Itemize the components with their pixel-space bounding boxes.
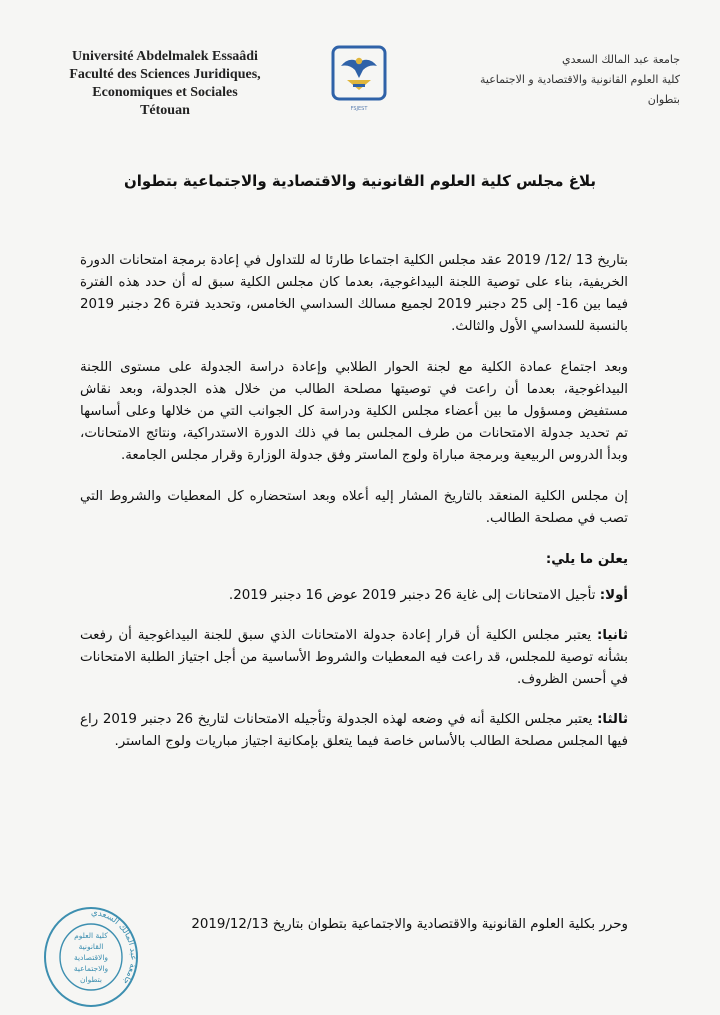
header-fr-line: Faculté des Sciences Juridiques, (69, 67, 261, 82)
point-text: يعتبر مجلس الكلية أن قرار إعادة جدولة الامتحانات الذي سبق للجنة البيداغوجية أن رفعت بشأنه توصية للمجلس، قد راعت فيه المعطيات والشروط الأساسية من أجل اجتياز الطلبة الامتحانات في أحسن الظروف. (80, 628, 628, 687)
stamp-line: بتطوان (80, 975, 102, 984)
announcement-heading: يعلن ما يلي: (545, 552, 628, 567)
stamp-line: والاجتماعية (73, 964, 109, 973)
header-fr-line: Economiques et Sociales (92, 85, 238, 100)
institution-header-fr (40, 48, 290, 120)
closing-line: وحرر بكلية العلوم القانونية والاقتصادية والاجتماعية بتطوان بتاريخ 2019/12/13 (191, 917, 628, 932)
header-ar-line: بتطوان (647, 93, 680, 106)
point-label: ثالثا: (597, 712, 628, 727)
body-paragraph: إن مجلس الكلية المنعقد بالتاريخ المشار إليه أعلاه وبعد استحضاره كل المعطيات والشروط التي تصب في مصلحة الطالب. (80, 489, 628, 526)
decision-point (80, 625, 628, 691)
stamp-ring-text: جامعة عبد المالك السعدي (90, 907, 138, 987)
point-text: يعتبر مجلس الكلية أنه في وضعه لهذه الجدولة وتأجيله الامتحانات لتاريخ 26 دجنبر 2019 راع فيها المجلس مصلحة الطالب بالأساس خاصة فيما يتعلق بإمكانية اجتياز مباريات ولوج الماستر. (80, 712, 628, 749)
point-text: تأجيل الامتحانات إلى غاية 26 دجنبر 2019 عوض 16 دجنبر 2019. (228, 588, 596, 603)
body-paragraph: بتاريخ 13 /12/ 2019 عقد مجلس الكلية اجتماعا طارئا له للتداول في إعادة برمجة امتحانات الدورة الخريفية، بناء على توصية اللجنة البيداغوجية، بعدما كان مجلس الكلية سبق له أن حدد هذه الفترة فيما بين 16- إلى 25 دجنبر 2019 لجميع مسالك السداسي الخامس، وتحديد فترة 26 دجنبر 2019 بالنسبة للسداسي الأول والثالث. (80, 253, 628, 334)
header-ar-line: كلية العلوم القانونية والاقتصادية و الاجتماعية (480, 73, 680, 86)
document-body (80, 250, 628, 771)
decision-point (80, 709, 628, 753)
institution-header-ar (450, 50, 680, 110)
faculty-logo (327, 44, 391, 118)
stamp-line: والاقتصادية (73, 953, 109, 962)
header-ar-line: جامعة عبد المالك السعدي (561, 53, 680, 66)
point-label: أولا: (599, 588, 628, 603)
faculty-logo-icon (327, 44, 391, 104)
header-fr-line: Université Abdelmalek Essaâdi (72, 49, 258, 64)
body-paragraph: وبعد اجتماع عمادة الكلية مع لجنة الحوار الطلابي وإعادة دراسة الجدولة على مستوى اللجنة البيداغوجية، بعدما أن راعت في توصيتها مصلحة الطالب من خلال هذه الجدولة، وبعد نقاش مستفيض ومسؤول ما بين أعضاء مجلس الكلية ودراسة كل الجوانب التي من خلالها وعلى أساسها تم تحديد جدولة الامتحانات من طرف المجلس بما في ذلك الدورة الاستدراكية، ونتائج الامتحانات، وبدأ الدروس الربيعية وبرمجة مباراة ولوج الماستر وفق جدولة الوزارة وقرار مجلس الجامعة. (80, 360, 628, 463)
official-stamp (42, 905, 140, 1009)
stamp-inner-text (64, 930, 118, 985)
point-label: ثانيا: (597, 628, 628, 643)
header-fr-line: Tétouan (140, 103, 190, 118)
logo-caption: FSJEST (350, 106, 368, 112)
document-title: بلاغ مجلس كلية العلوم القانونية والاقتصادية والاجتماعية بتطوان (123, 172, 597, 190)
decision-point (80, 585, 628, 607)
stamp-line: القانونية (78, 942, 104, 951)
stamp-line: كلية العلوم (74, 931, 108, 940)
